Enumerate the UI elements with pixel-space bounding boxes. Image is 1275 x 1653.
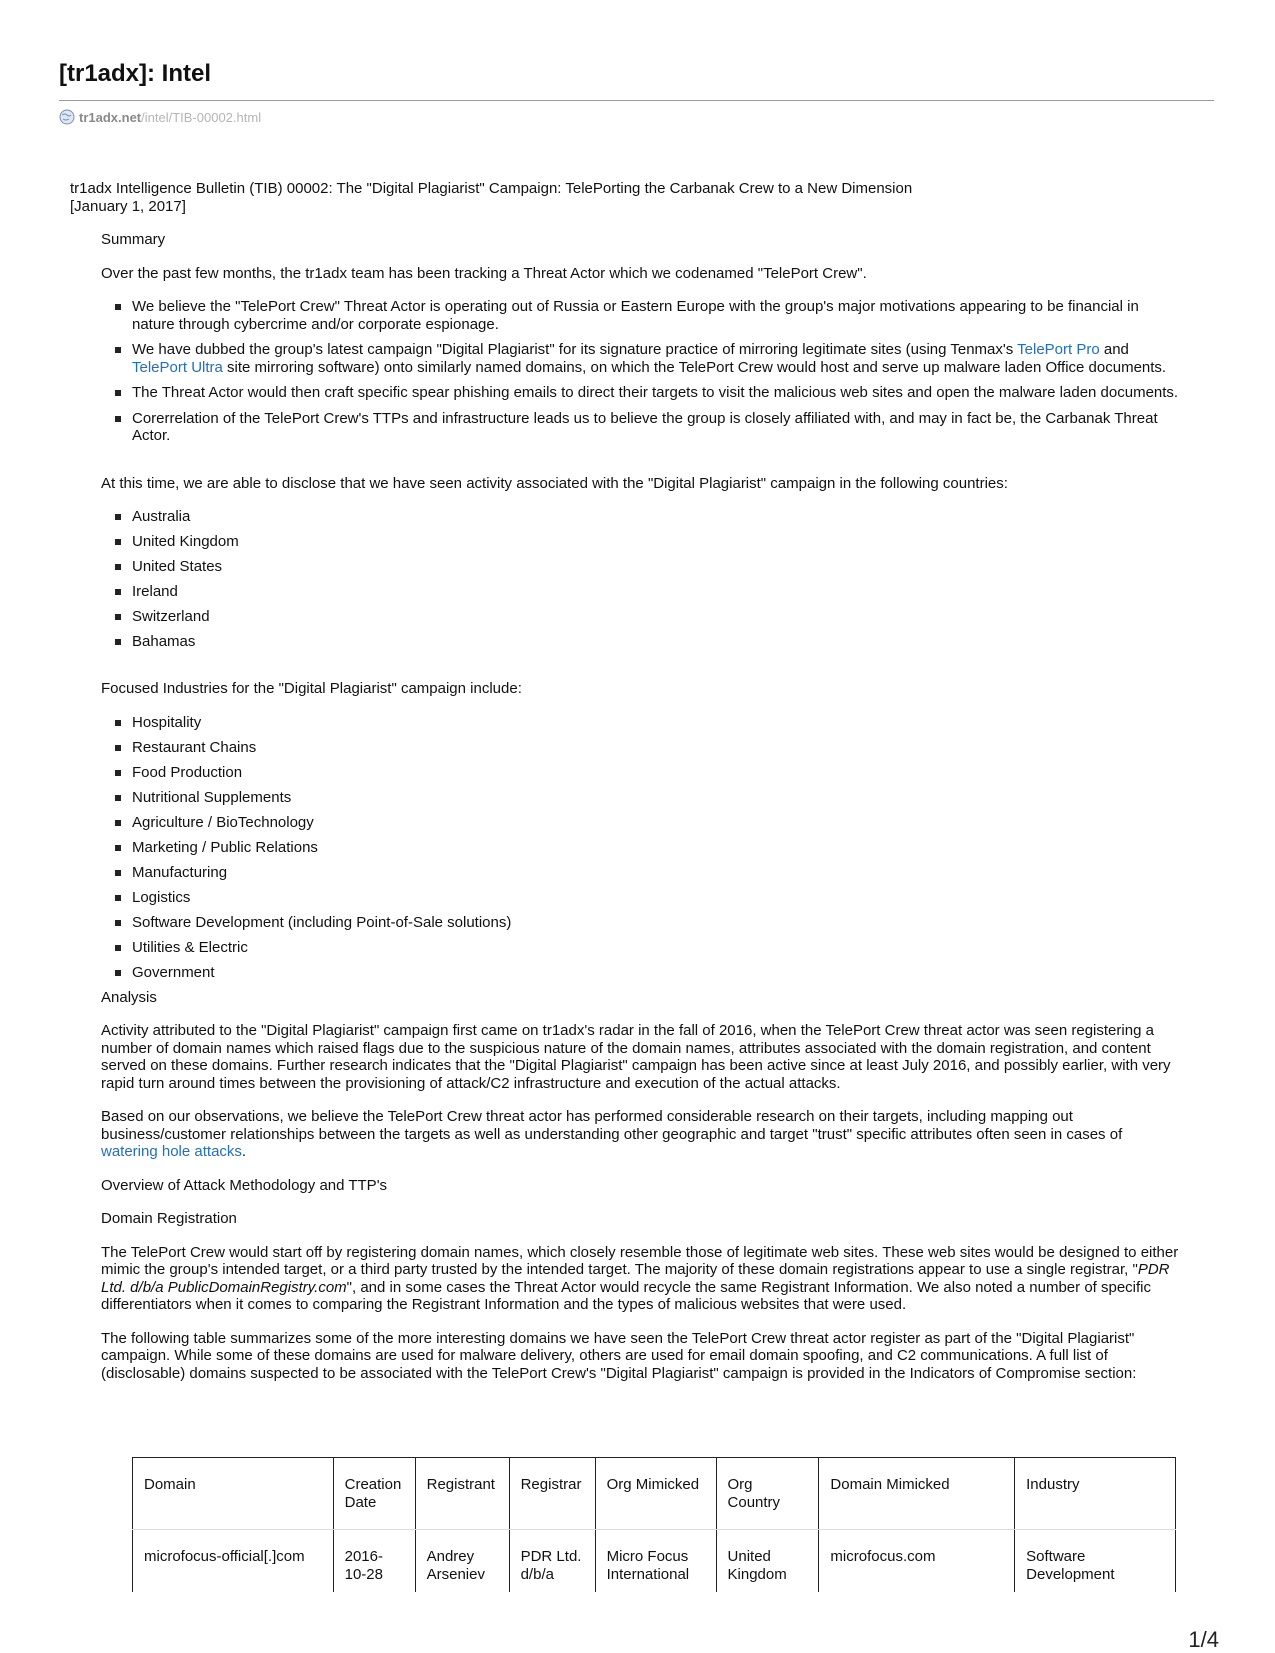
url-domain: tr1adx.net [79,109,142,125]
watering-hole-link[interactable]: watering hole attacks [101,1143,242,1160]
list-item: Utilities & Electric [132,939,1180,956]
summary-intro: Over the past few months, the tr1adx team has been tracking a Threat Actor which we codenamed "TelePort Crew". [101,264,867,282]
domain-registration-heading: Domain Registration [101,1210,237,1227]
analysis-heading: Analysis [101,988,157,1006]
bulletin-date: [January 1, 2017] [70,197,186,215]
teleport-ultra-link[interactable]: TelePort Ultra [132,358,223,376]
teleport-pro-link[interactable]: TelePort Pro [1017,341,1100,358]
list-item: Restaurant Chains [132,739,1180,756]
list-item: Government [132,964,1180,981]
column-header: Creation Date [333,1458,415,1530]
table-cell: PDR Ltd. d/b/a [509,1530,595,1593]
list-item: United Kingdom [132,533,1180,550]
summary-heading: Summary [101,231,166,248]
column-header: Industry [1015,1458,1176,1530]
bulletin-title: tr1adx Intelligence Bulletin (TIB) 00002: The "Digital Plagiarist" Campaign: TelePorting the Carbanak Crew to a New Dimension [70,180,913,197]
list-item: Corerrelation of the TelePort Crew's TTPs and infrastructure leads us to believe the group is closely affiliated with, and may in fact be, the Carbanak Threat Actor. [132,410,1180,445]
analysis-paragraph: Activity attributed to the "Digital Plagiarist" campaign first came on tr1adx's radar in the fall of 2016, when the TelePort Crew threat actor was seen registering a number of domain names which raised flags due to the suspicious nature of the domain names, attributes associated with the domain registration, and content served on these domains. Further research indicates that the "Digital Plagiarist" campaign has been active since at least July 2016, and possibly earlier, with very rapid turn around times between the provisioning of attack/C2 infrastructure and execution of the actual attacks. [101,1022,1171,1092]
domains-table [132,1457,1176,1592]
column-header: Org Mimicked [595,1458,716,1530]
analysis-paragraph: The following table summarizes some of the more interesting domains we have seen the TelePort Crew threat actor register as part of the "Digital Plagiarist" campaign. While some of these domains are used for malware delivery, others are used for email domain spoofing, and C2 communications. A full list of (disclosable) domains suspected to be associated with the TelePort Crew's "Digital Plagiarist" campaign is provided in the Indicators of Compromise section: [101,1329,1137,1382]
list-item: Switzerland [132,608,1180,625]
url-path: /intel/TIB-00002.html [141,109,262,125]
table-cell: Micro Focus International [595,1530,716,1593]
column-header: Domain [133,1458,334,1530]
list-item: The Threat Actor would then craft specific spear phishing emails to direct their targets to visit the malicious web sites and open the malware laden documents. [132,384,1179,401]
list-item: Logistics [132,889,1180,906]
column-header: Registrant [415,1458,509,1530]
list-item: Software Development (including Point-of-Sale solutions) [132,914,1180,931]
column-header: Domain Mimicked [819,1458,1015,1530]
list-item: Food Production [132,764,1180,781]
list-item: Hospitality [132,714,1180,731]
table-cell: United Kingdom [716,1530,819,1593]
industries-intro: Focused Industries for the "Digital Plagiarist" campaign include: [101,680,522,697]
list-item: Agriculture / BioTechnology [132,814,1180,831]
analysis-paragraph: Based on our observations, we believe the TelePort Crew threat actor has performed considerable research on their targets, including mapping out business/customer relationships between the targets as well as understanding other geographic and target "trust" specific attributes often seen in cases of watering hole attacks. [101,1108,1123,1160]
table-cell: Software Development [1015,1530,1176,1593]
list-item: Manufacturing [132,864,1180,881]
site-title: [tr1adx]: Intel [59,60,212,87]
column-header: Registrar [509,1458,595,1530]
page-number: 1/4 [1188,1627,1219,1652]
table-cell: 2016-10-28 [333,1530,415,1593]
analysis-paragraph: The TelePort Crew would start off by registering domain names, which closely resemble those of legitimate web sites. These web sites would be designed to either mimic the group's intended target, or a third party trusted by the intended target. The majority of these domain registrations appear to use a single registrar, "PDR Ltd. d/b/a PublicDomainRegistry.com", and in some cases the Threat Actor would recycle the same Registrant Information. We also noted a number of specific differentiators when it comes to comparing the Registrant Information and the types of malicious websites that were used. [101,1243,1179,1313]
list-item: Ireland [132,583,1180,600]
table-cell: microfocus-official[.]com [133,1530,334,1593]
column-header: Org Country [716,1458,819,1530]
table-row [133,1530,1176,1593]
list-item: United States [132,558,1180,575]
list-item: Australia [132,508,1180,525]
list-item: Marketing / Public Relations [132,839,1180,856]
table-header-row [133,1458,1176,1530]
countries-intro: At this time, we are able to disclose that we have seen activity associated with the "Digital Plagiarist" campaign in the following countries: [101,474,1008,492]
table-cell: microfocus.com [819,1530,1015,1593]
list-item: Nutritional Supplements [132,789,1180,806]
table-cell: Andrey Arseniev [415,1530,509,1593]
list-item: Bahamas [132,633,1180,650]
list-item: We believe the "TelePort Crew" Threat Actor is operating out of Russia or Eastern Europe with the group's major motivations appearing to be financial in nature through cybercrime and/or corporate espionage. [132,298,1180,333]
overview-heading: Overview of Attack Methodology and TTP's [101,1176,388,1194]
list-item: We have dubbed the group's latest campaign "Digital Plagiarist" for its signature practice of mirroring legitimate sites (using Tenmax's TelePort Pro and TelePort Ultra site mirroring software) onto similarly named domains, on which the TelePort Crew would host and serve up malware laden Office documents. [132,341,1180,376]
registrar-name: PDR Ltd. d/b/a PublicDomainRegistry.com [101,1261,1170,1296]
